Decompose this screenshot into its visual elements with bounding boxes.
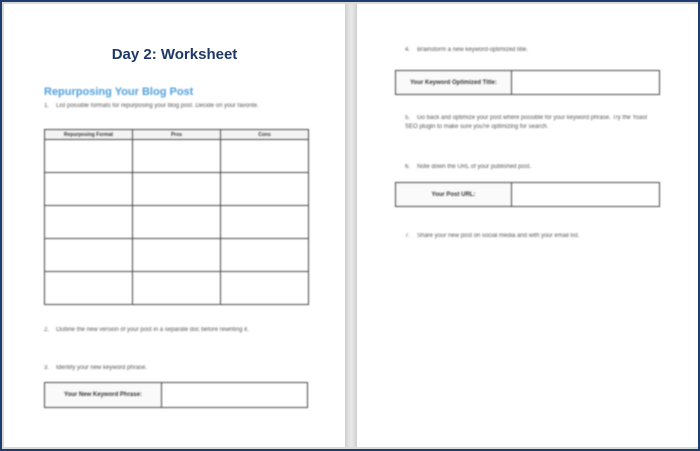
table-row	[45, 206, 309, 239]
table-cell[interactable]	[133, 206, 221, 239]
optimized-title-input[interactable]	[512, 71, 659, 94]
table-row	[45, 272, 309, 305]
column-header: Repurposing Format	[45, 130, 133, 140]
table-cell[interactable]	[221, 206, 309, 239]
table-cell[interactable]	[133, 140, 221, 173]
table-cell[interactable]	[133, 272, 221, 305]
list-item-3	[44, 364, 306, 373]
repurposing-table	[44, 129, 309, 305]
list-item-number: 1.	[44, 103, 50, 109]
list-item-2	[44, 326, 306, 335]
list-item-number: 4.	[405, 47, 411, 53]
page-gutter	[345, 4, 357, 447]
list-item-text: Identify your new keyword phrase.	[56, 365, 148, 371]
table-cell[interactable]	[45, 272, 133, 305]
list-item-7	[405, 232, 661, 241]
list-item-number: 3.	[44, 365, 50, 371]
table-cell[interactable]	[45, 140, 133, 173]
optimized-title-field	[395, 70, 660, 95]
table-cell[interactable]	[45, 239, 133, 272]
list-item-text: Brainstorm a new keyword-optimized title.	[417, 47, 529, 53]
table-row	[45, 173, 309, 206]
list-item-1	[44, 102, 306, 111]
page-title: Day 2: Worksheet	[111, 46, 238, 63]
list-item-text: Outline the new version of your post in a separate doc before rewriting it.	[56, 327, 249, 333]
table-row	[45, 140, 309, 173]
list-item-4	[405, 46, 665, 55]
table-cell[interactable]	[45, 173, 133, 206]
table-cell[interactable]	[221, 239, 309, 272]
list-item-number: 5.	[405, 115, 411, 121]
field-label: Your Keyword Optimized Title:	[396, 71, 512, 94]
list-item-text: Go back and optimize your post where possible for your keyword phrase. Try the Yoast SEO plugin to make sure you're optimizing for search.	[405, 115, 648, 130]
section-heading: Repurposing Your Blog Post	[44, 86, 194, 98]
column-header: Pros	[133, 130, 221, 140]
list-item-text: Note down the URL of your published post.	[417, 164, 532, 170]
list-item-text: Share your new post on social media and with your email list.	[417, 233, 580, 239]
worksheet-page-left	[4, 4, 345, 447]
table-cell[interactable]	[221, 272, 309, 305]
table-cell[interactable]	[221, 140, 309, 173]
field-label: Your Post URL:	[396, 183, 512, 206]
list-item-number: 6.	[405, 164, 411, 170]
worksheet-page-right	[357, 4, 698, 447]
list-item-5	[405, 114, 661, 132]
table-row	[45, 239, 309, 272]
table-cell[interactable]	[221, 173, 309, 206]
list-item-number: 2.	[44, 327, 50, 333]
post-url-field	[395, 182, 660, 207]
field-label: Your New Keyword Phrase:	[45, 383, 162, 407]
table-cell[interactable]	[45, 206, 133, 239]
table-header-row	[45, 130, 309, 140]
list-item-6	[405, 163, 661, 172]
table-cell[interactable]	[133, 239, 221, 272]
list-item-number: 7.	[405, 233, 411, 239]
table-cell[interactable]	[133, 173, 221, 206]
post-url-input[interactable]	[512, 183, 659, 206]
keyword-phrase-input[interactable]	[162, 383, 307, 407]
list-item-text: List possible formats for repurposing your blog post. Decide on your favorite.	[56, 103, 259, 109]
column-header: Cons	[221, 130, 309, 140]
keyword-phrase-field	[44, 382, 308, 408]
